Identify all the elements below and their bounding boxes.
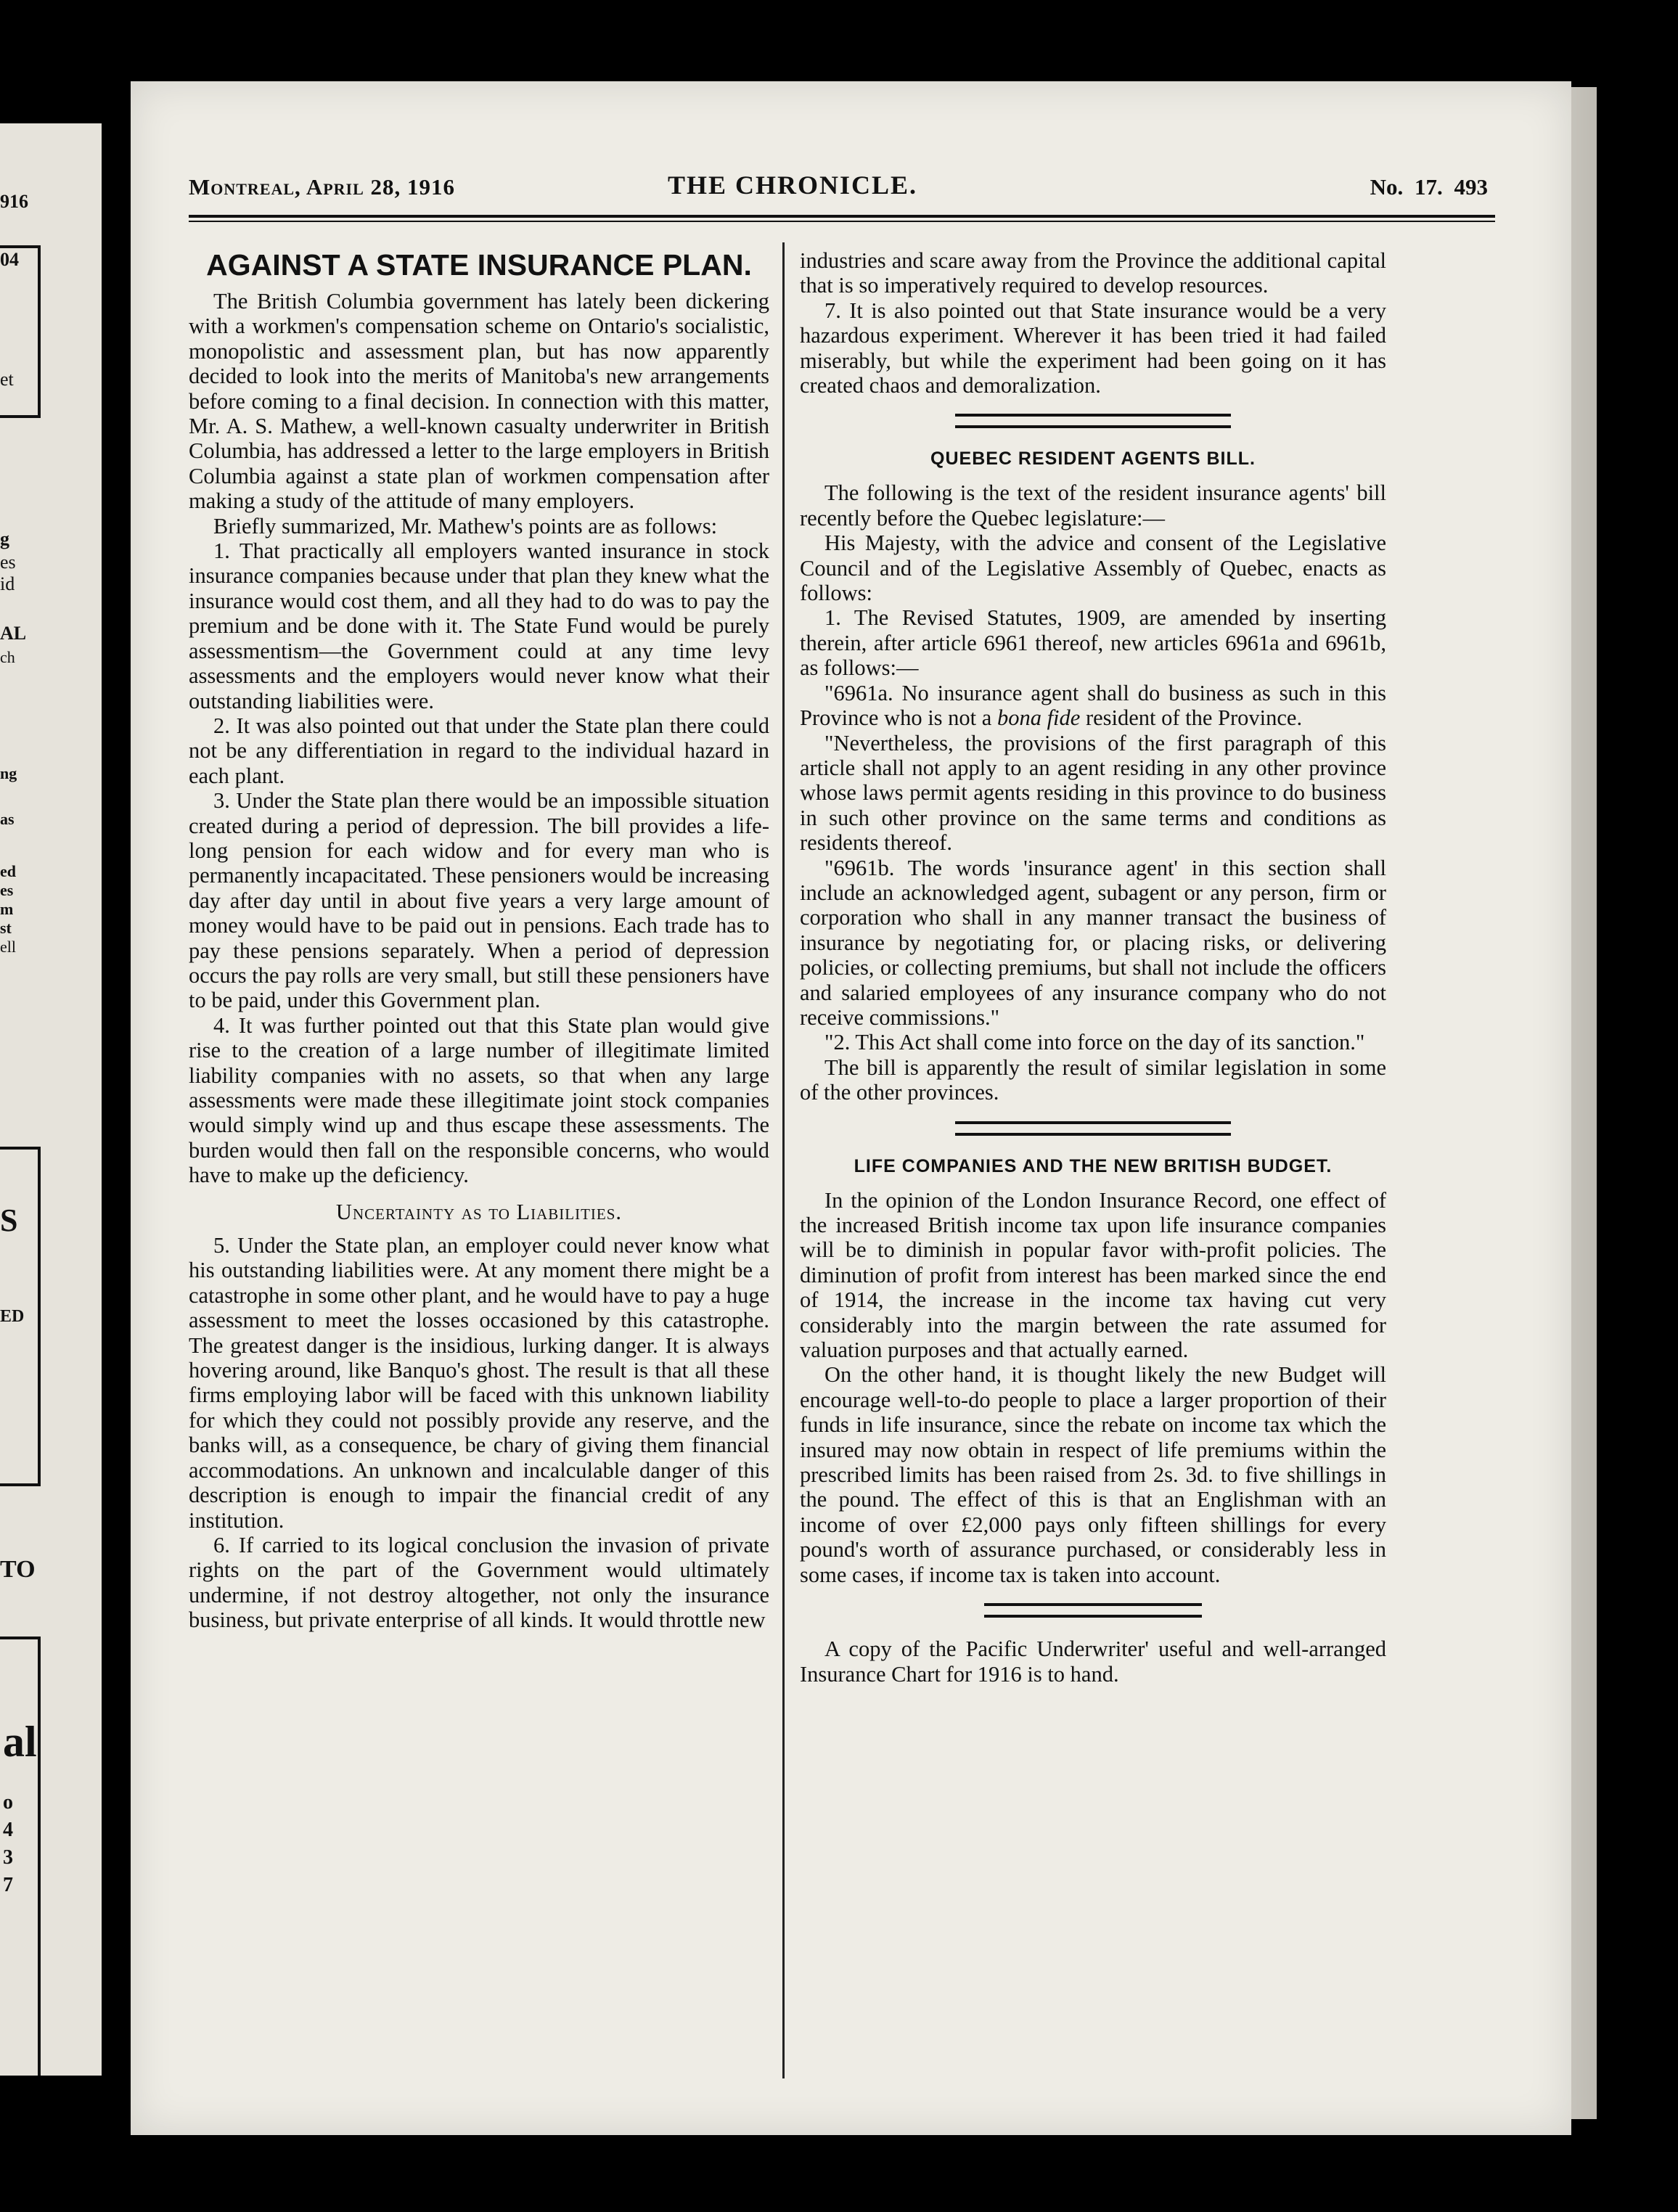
paragraph: 7. It is also pointed out that State insurance would be a very hazardous experiment. Wherever it has been tried it had failed miserably, but while the experiment had been going on it has created chaos and demoralization.: [800, 298, 1386, 398]
margin-fragment: 4: [3, 1819, 13, 1841]
margin-fragment: al: [3, 1718, 37, 1766]
section-divider: [955, 414, 1231, 428]
paragraph: The British Columbia government has lately been dickering with a workmen's compensation scheme on Ontario's socialistic, monopolistic and assessment plan, but has now apparently decided to look into the merits of Manitoba's new arrangements before coming to a final decision. In connection with this matter, Mr. A. S. Mathew, a well-known casualty underwriter in British Columbia, has addressed a letter to the large employers in British Columbia against a state plan of workmen compensation after making a study of the attitude of many employers.: [189, 289, 769, 514]
paragraph: "2. This Act shall come into force on the day of its sanction.": [824, 1030, 1365, 1055]
running-header: [189, 171, 1488, 210]
margin-fragment: es: [0, 881, 14, 899]
right-column: [800, 248, 1386, 1687]
section-divider: [955, 1121, 1231, 1136]
margin-fragment: et: [0, 369, 14, 390]
paragraph: His Majesty, with the advice and consent of the Legislative Council and of the Legislative Assembly of Quebec, enacts as follows:: [800, 531, 1386, 606]
section-divider: [984, 1603, 1202, 1618]
margin-fragment: ED: [0, 1307, 25, 1326]
margin-fragment: id: [0, 573, 15, 594]
margin-fragment: 916: [0, 191, 28, 212]
margin-fragment: g: [0, 528, 9, 549]
header-dateline: Montreal, April 28, 1916: [189, 174, 456, 200]
margin-fragment: S: [0, 1203, 18, 1238]
paragraph: 1. That practically all employers wanted insurance in stock insurance companies because under that plan they knew what the insurance would cost them, and all they had to do was to pay the premium and be done with it. The State Fund would be purely assessmentism—the Government could at any time levy assessments and the employers would never know what their outstanding liabilities were.: [189, 538, 769, 713]
notice-paragraph: A copy of the Pacific Underwriter' useful and well-arranged Insurance Chart for 1916 is to hand.: [800, 1637, 1386, 1687]
paragraph: 2. It was also pointed out that under the State plan there could not be any differentiation in regard to the individual hazard in each plant.: [189, 713, 769, 788]
margin-fragment: TO: [0, 1556, 36, 1583]
margin-fragment: as: [0, 810, 15, 828]
margin-fragment: es: [0, 552, 16, 573]
paragraph: 1. The Revised Statutes, 1909, are amended by inserting therein, after article 6961 thereof, new articles 6961a and 6961b, as follows:—: [800, 605, 1386, 681]
paragraph: 4. It was further pointed out that this State plan would give rise to the creation of a large number of illegitimate limited liability companies with no assets, so that when any large assessments were made these illegitimate joint stock companies would simply wind up and thus escape these assessments. The burden would then fall on the responsible concerns, who would have to make up the deficiency.: [189, 1012, 769, 1188]
paragraph: [800, 681, 1386, 731]
paragraph: 5. Under the State plan, an employer could never know what his outstanding liabilities were. At any moment there might be a catastrophe in some other plant, and he would have to pay a huge assessment to meet the losses occasioned by this catastrophe. The greatest danger is the insidious, lurking danger. It is always hovering around, like Banquo's ghost. The result is that all these firms employing labor will be faced with this unknown liability for which they could not possibly provide any reserve, and the banks will, as a consequence, be chary of giving them financial accommodations. An unknown and incalculable danger of this description is enough to impair the financial credit of any institution.: [189, 1233, 769, 1533]
margin-fragment: m: [0, 900, 14, 918]
margin-fragment: o: [3, 1791, 13, 1814]
previous-page-edge: [0, 123, 102, 2076]
header-masthead: THE CHRONICLE.: [668, 171, 918, 200]
text-run: "6961a. No insurance agent shall do business as such in this Province who is not a: [800, 680, 1386, 731]
paragraph: 3. Under the State plan there would be an impossible situation created during a period of depression. The bill provides a life-long pension for each widow and for every man who is permanently incapacitated. These pensioners would be increasing day after day until in about five years a very large amount of money would have to be paid out in pensions. Each trade has to pay these pensions separately. When a period of depression occurs the pay rolls are very small, but still these pensioners have to be paid, under this Government plan.: [189, 788, 769, 1013]
margin-fragment: st: [0, 919, 12, 937]
paragraph: "Nevertheless, the provisions of the first paragraph of this article shall not apply to an agent residing in any other province whose laws permit agents residing in this province to do business in such other province on the same terms and conditions as residents thereof.: [800, 730, 1386, 856]
header-rule: [189, 215, 1495, 222]
margin-fragment: AL: [0, 623, 27, 644]
section-subheading: Uncertainty as to Liabilities.: [335, 1199, 623, 1224]
margin-fragment: 3: [3, 1846, 13, 1869]
paragraph: On the other hand, it is thought likely the new Budget will encourage well-to-do people to place a larger proportion of their funds in life insurance, since the rebate on income tax which the insured may now obtain in respect of life premiums within the prescribed limits has been raised from 2s. 3d. to five shillings in the pound. The effect of this is that an Englishman with an income of over £2,000 pays only fifteen shillings for every pound's worth of assurance purchased, or considerably less in some cases, if income tax is taken into account.: [800, 1362, 1386, 1587]
article-title: LIFE COMPANIES AND THE NEW BRITISH BUDGET.: [854, 1155, 1333, 1176]
margin-fragment: ed: [0, 862, 16, 880]
paragraph-continued: industries and scare away from the Province the additional capital that is so imperatively required to develop resources.: [800, 248, 1386, 298]
newspaper-page: [131, 81, 1571, 2135]
text-run: resident of the Province.: [1080, 705, 1303, 731]
paragraph: The following is the text of the resident insurance agents' bill recently before the Quebec legislature:—: [800, 480, 1386, 531]
margin-fragment: ell: [0, 938, 16, 956]
header-issue-page: No. 17. 493: [1370, 174, 1488, 200]
margin-fragment: ng: [0, 764, 17, 782]
paragraph: The bill is apparently the result of similar legislation in some of the other provinces.: [800, 1054, 1386, 1105]
paragraph: In the opinion of the London Insurance Record, one effect of the increased British income tax upon life insurance companies will be to diminish in popular favor with-profit policies. The diminution of profit from interest has been marked since the end of 1914, the increase in the income tax having cut very considerably into the margin between the rate assumed for valuation purposes and that actually earned.: [800, 1187, 1386, 1363]
left-column: [189, 248, 769, 1633]
margin-box: [0, 245, 41, 418]
article-title: AGAINST A STATE INSURANCE PLAN.: [206, 248, 752, 282]
paragraph: "6961b. The words 'insurance agent' in this section shall include an acknowledged agent, subagent or any person, firm or corporation who shall in any manner transact the business of insurance by negotiating for, or placing risks, or delivering policies, or collecting premiums, but shall not include the officers and salaried employees of any insurance company who do not receive commissions.": [800, 855, 1386, 1030]
margin-fragment: 04: [0, 249, 19, 270]
margin-fragment: 7: [3, 1874, 13, 1896]
paragraph: 6. If carried to its logical conclusion the invasion of private rights on the part of the Government would ultimately undermine, if not destroy altogether, not only the insurance business, but private enterprise of all kinds. It would throttle new: [189, 1532, 769, 1633]
margin-fragment: ch: [0, 648, 15, 666]
italic-term: bona fide: [996, 705, 1081, 731]
article-title: QUEBEC RESIDENT AGENTS BILL.: [930, 448, 1256, 470]
column-separator: [782, 242, 785, 2078]
paragraph: Briefly summarized, Mr. Mathew's points are as follows:: [213, 513, 718, 538]
